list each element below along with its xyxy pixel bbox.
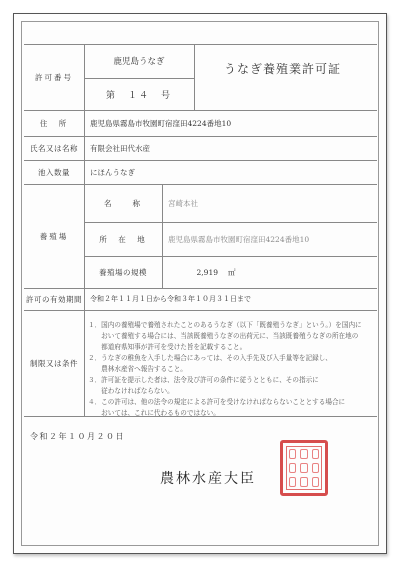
condition-line: ２．うなぎの稚魚を入手した場合にあっては、その入手先及び入手量等を記録し、 xyxy=(88,354,332,362)
conditions-label: 制限又は条件 xyxy=(30,358,78,368)
name-value: 有限会社田代水産 xyxy=(90,143,150,153)
farm-name-label: 名 称 xyxy=(104,198,142,208)
condition-line: 従わなければならない。 xyxy=(88,387,174,395)
farm-location-label: 所 在 地 xyxy=(99,234,147,244)
permit-number-value: 第 １４ 号 xyxy=(105,90,172,101)
document-title: うなぎ養殖業許可証 xyxy=(224,62,342,76)
permit-number-prefix: 鹿児島うなぎ xyxy=(113,57,165,67)
farm-area-label: 養殖場の規模 xyxy=(99,267,147,277)
condition-line: ４．この許可は、他の法令の規定による許可を受けなければならないこととする場合に xyxy=(88,398,346,406)
species-label: 池入数量 xyxy=(38,167,70,177)
condition-line: おいて養殖する場合には、当該既養殖うなぎの出荷元に、当該既養殖うなぎの所在地の xyxy=(88,332,359,340)
address-value: 鹿児島県霧島市牧園町宿窪田4224番地10 xyxy=(90,118,232,128)
farm-name-value: 宮崎本社 xyxy=(168,198,198,208)
farm-area-value: 2,919 xyxy=(196,267,218,277)
condition-line: ３．許可証を提示した者は、法令及び許可の条件に従うとともに、その指示に xyxy=(88,376,319,384)
farm-area-unit: ㎡ xyxy=(228,267,236,277)
condition-line: １．国内の養殖場で養殖されたことのあるうなぎ（以下「既養殖うなぎ」という。）を国内に xyxy=(88,321,362,329)
condition-line: 農林水産省へ報告すること。 xyxy=(88,365,187,373)
species-value: にほんうなぎ xyxy=(90,167,135,177)
issuer-name: 農林水産大臣 xyxy=(160,471,256,487)
official-seal xyxy=(280,440,328,496)
issue-date: 令和２年１０月２０日 xyxy=(30,432,125,441)
seal-pattern xyxy=(286,446,322,490)
farm-label: 養殖場 xyxy=(39,231,69,241)
farm-location-value: 鹿児島県霧島市牧園町宿窪田4224番地10 xyxy=(168,234,310,244)
conditions-text xyxy=(88,320,363,419)
name-label: 氏名又は名称 xyxy=(30,143,78,153)
address-label: 住 所 xyxy=(39,118,69,128)
condition-line: おいては、これに代わるものではない。 xyxy=(88,409,220,417)
condition-line: 都道府県知事が許可を受けた旨を記載すること。 xyxy=(88,343,247,351)
validity-label: 許可の有効期間 xyxy=(26,294,82,304)
permit-number-label: 許可番号 xyxy=(35,72,73,82)
validity-value: 令和２年１１月１日から令和３年１０月３１日まで xyxy=(90,295,251,303)
